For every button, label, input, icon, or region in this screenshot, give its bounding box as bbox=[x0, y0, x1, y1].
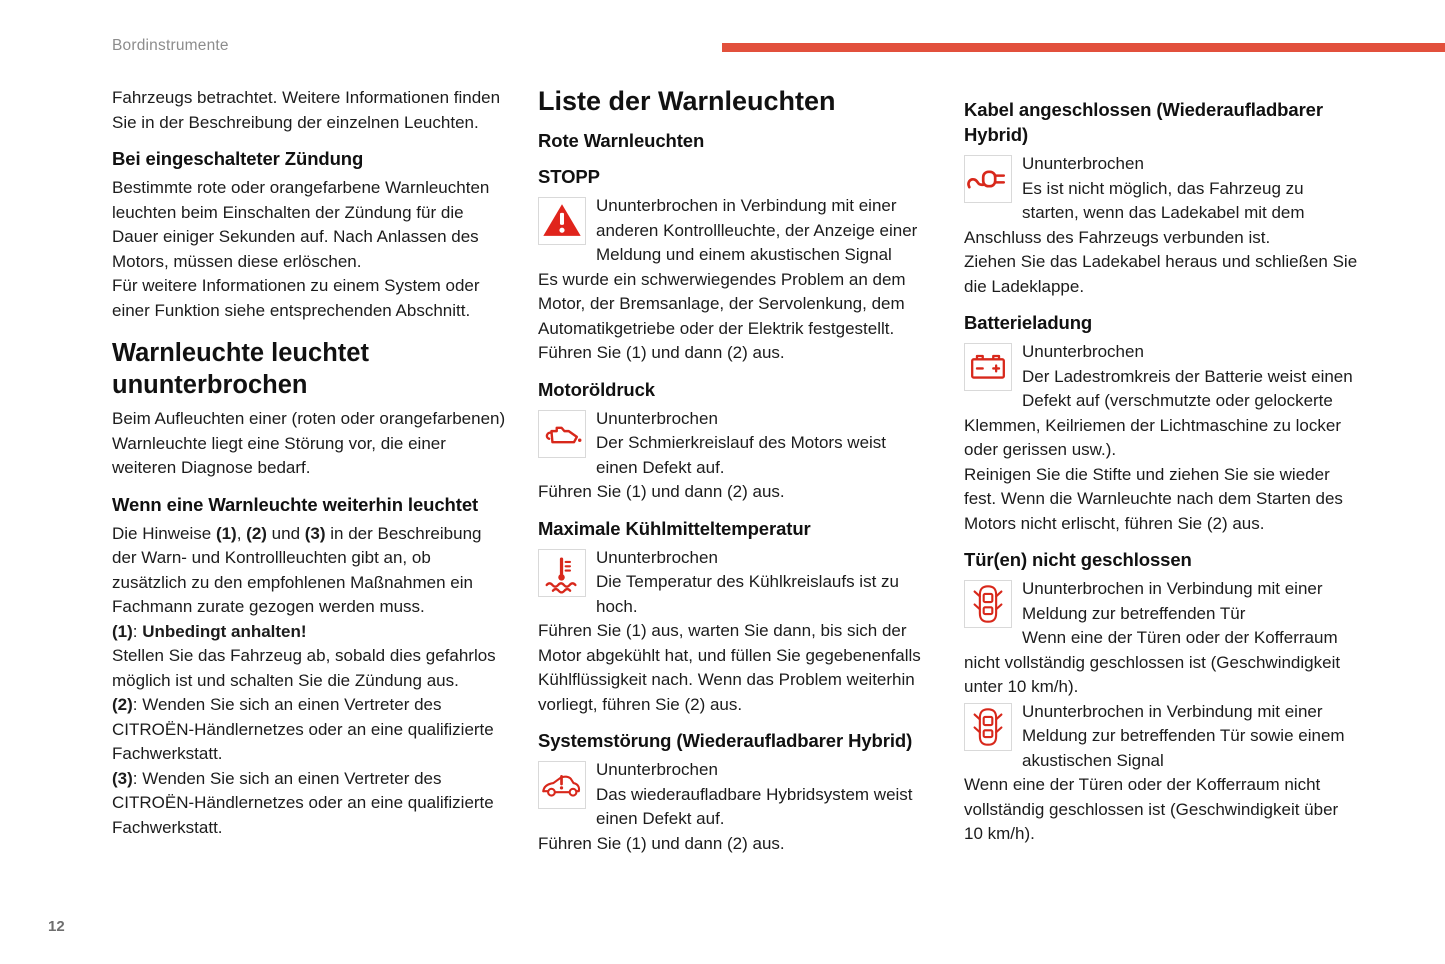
warning-item-title: STOPP bbox=[538, 166, 600, 187]
warning-item-title: Systemstörung (Wiederaufladbarer Hybrid) bbox=[538, 730, 913, 751]
warning-item-title: Batterieladung bbox=[964, 312, 1093, 333]
page-header-label: Bordinstrumente bbox=[112, 37, 229, 54]
warning-item-text: Ununterbrochen in Verbindung mit einer Meldung zur betreffenden Tür Wenn eine der Türen oder der Kofferraum nicht vollständig geschlossen ist (Geschwindigkeit unter 10 km/h). bbox=[964, 579, 1341, 696]
warning-item-title: Kabel angeschlossen (Wiederaufladbarer Hybrid) bbox=[964, 99, 1323, 145]
warning-item-title: Motoröldruck bbox=[538, 378, 655, 400]
warning-item-title: Tür(en) nicht geschlossen bbox=[964, 549, 1192, 570]
warning-item-text: Ununterbrochen Das wiederaufladbare Hybridsystem weist einen Defekt auf. Führen Sie (1) und dann (2) aus. bbox=[538, 760, 913, 853]
intro-paragraph: Fahrzeugs betrachtet. Weitere Informationen finden Sie in der Beschreibung der einzelnen Leuchten. bbox=[112, 88, 501, 132]
page-number: 12 bbox=[48, 918, 65, 935]
warning-item-text: Ununterbrochen in Verbindung mit einer anderen Kontrollleuchte, der Anzeige einer Meldung und einem akustischen Signal Es wurde ein schwerwiegendes Problem an dem Motor, der Bremsanlage, der Servolenkung, dem Automatikgetriebe oder der Elektrik festgestellt. Führen Sie (1) und dann (2) aus. bbox=[538, 196, 918, 362]
heading-ignition-on: Bei eingeschalteter Zündung bbox=[112, 148, 364, 169]
charging-cable-icon bbox=[964, 155, 1012, 203]
column-right bbox=[964, 86, 1358, 856]
persist-paragraph: Die Hinweise (1), (2) und (3) in der Beschreibung der Warn- und Kontrollleuchten gibt an, ob zusätzlich zu den empfohlenen Maßnahmen ein Fachmann zurate gezogen werden muss. (1): Unbedingt anhalten! Stellen Sie das Fahrzeug ab, sobald dies gefahrlos möglich ist und schalten Sie die Zündung aus. (2): Wenden Sie sich an einen Vertreter des CITROËN-Händlernetzes oder an eine qualifizierte Fachwerkstatt. (3): Wenden Sie sich an einen Vertreter des CITROËN-Händlernetzes oder an eine qualifizierte Fachwerkstatt. bbox=[112, 523, 496, 837]
warning-item-battery-charge bbox=[964, 310, 1358, 536]
heading-warning-lit-continuously: Warnleuchte leuchtet ununterbrochen bbox=[112, 339, 369, 399]
warning-triangle-icon bbox=[538, 197, 586, 245]
battery-icon bbox=[964, 343, 1012, 391]
warning-item-text: Ununterbrochen Die Temperatur des Kühlkreislaufs ist zu hoch. Führen Sie (1) aus, warten Sie dann, bis sich der Motor abgekühlt hat, und füllen Sie gegebenenfalls Kühlflüssigkeit nach. Wenn das Problem weiterhin vorliegt, führen Sie (2) aus. bbox=[538, 547, 921, 714]
heading-warning-list: Liste der Warnleuchten bbox=[538, 86, 836, 116]
door-open-icon bbox=[964, 703, 1012, 751]
warning-item-text: Ununterbrochen Der Ladestromkreis der Batterie weist einen Defekt auf (verschmutzte oder gelockerte Klemmen, Keilriemen der Lichtmaschine zu locker oder gerissen usw.). Reinigen Sie die Stifte und ziehen Sie sie wieder fest. Wenn die Warnleuchte nach dem Starten des Motors nicht erlischt, führen Sie (2) aus. bbox=[964, 342, 1353, 533]
continuous-paragraph: Beim Aufleuchten einer (roten oder orangefarbenen) Warnleuchte liegt eine Störung vor, die einer weiteren Diagnose bedarf. bbox=[112, 409, 506, 477]
door-open-icon bbox=[964, 580, 1012, 628]
oil-pressure-icon bbox=[538, 410, 586, 458]
warning-item-text: Ununterbrochen Der Schmierkreislauf des Motors weist einen Defekt auf. Führen Sie (1) und dann (2) aus. bbox=[538, 408, 887, 501]
warning-item-hybrid-system-fault bbox=[538, 728, 932, 856]
warning-item-title: Maximale Kühlmitteltemperatur bbox=[538, 517, 811, 539]
ignition-paragraph-2: Für weitere Informationen zu einem System oder einer Funktion siehe entsprechenden Abschnitt. bbox=[112, 276, 480, 320]
ignition-paragraph-1: Bestimmte rote oder orangefarbene Warnleuchten leuchten beim Einschalten der Zündung für die Dauer einiger Sekunden auf. Nach Anlassen des Motors, müssen diese erlöschen. bbox=[112, 178, 490, 271]
warning-item-doors-open bbox=[964, 547, 1358, 847]
warning-item-text: Ununterbrochen in Verbindung mit einer Meldung zur betreffenden Tür sowie einem akustischen Signal Wenn eine der Türen oder der Kofferraum nicht vollständig geschlossen ist (Geschwindigkeit über 10 km/h). bbox=[964, 701, 1345, 843]
warning-item-oil-pressure bbox=[538, 377, 932, 505]
hybrid-system-fault-icon bbox=[538, 761, 586, 809]
page-content bbox=[112, 86, 1358, 856]
heading-warning-persists: Wenn eine Warnleuchte weiterhin leuchtet bbox=[112, 493, 479, 515]
warning-item-stop bbox=[538, 164, 932, 366]
warning-item-cable-connected bbox=[964, 97, 1358, 299]
coolant-temperature-icon bbox=[538, 549, 586, 597]
heading-red-warnings: Rote Warnleuchten bbox=[538, 130, 705, 151]
warning-item-coolant-temperature bbox=[538, 516, 932, 718]
header-accent-bar bbox=[722, 43, 1445, 52]
column-middle bbox=[538, 86, 932, 856]
warning-item-text: Ununterbrochen Es ist nicht möglich, das Fahrzeug zu starten, wenn das Ladekabel mit dem Anschluss des Fahrzeugs verbunden ist. Ziehen Sie das Ladekabel heraus und schließen Sie die Ladeklappe. bbox=[964, 154, 1358, 296]
column-left bbox=[112, 86, 506, 856]
